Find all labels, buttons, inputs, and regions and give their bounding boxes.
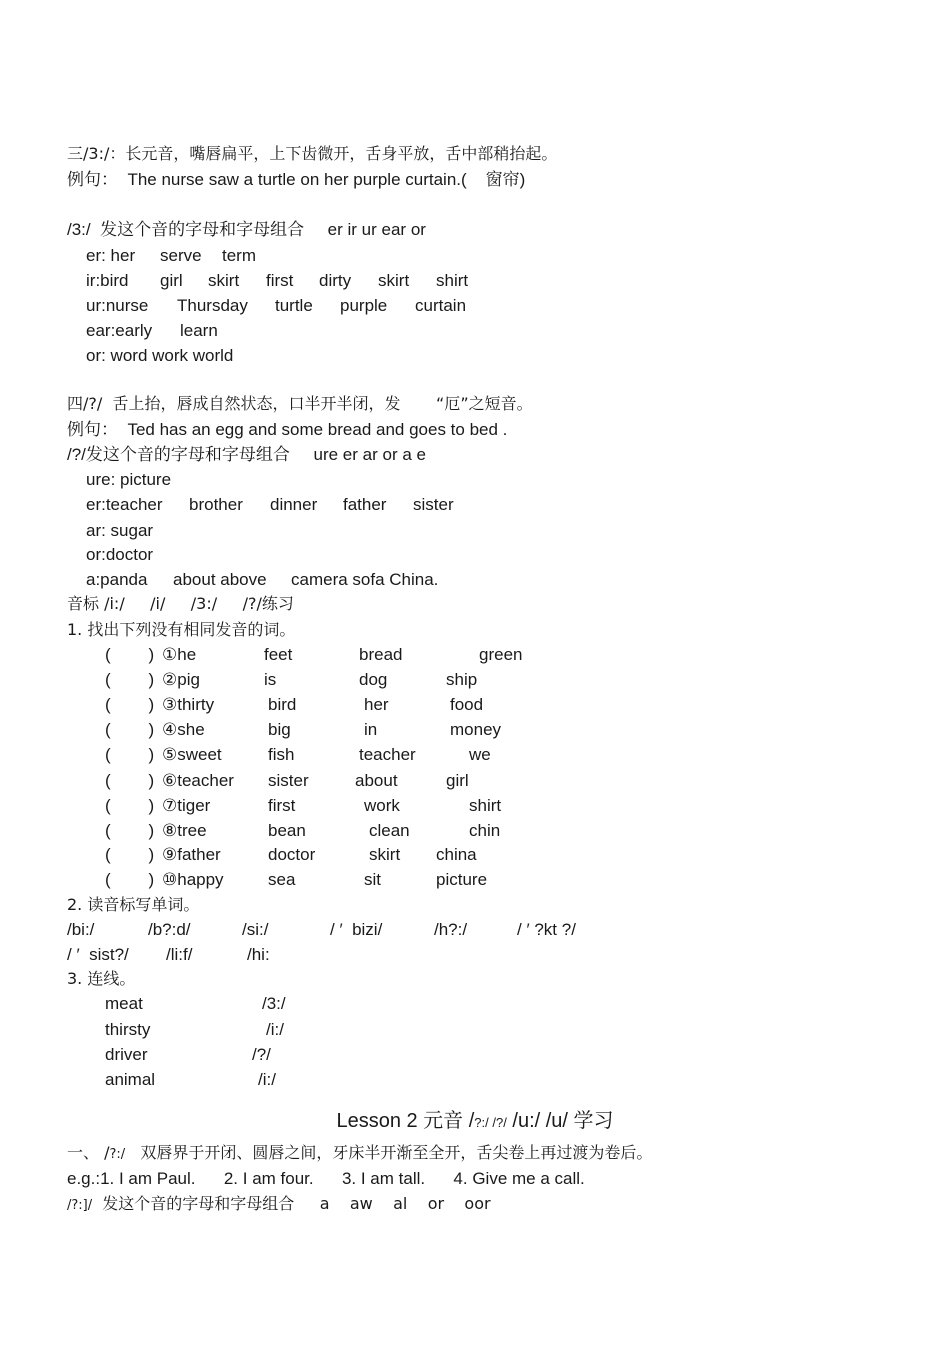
- word: turtle: [275, 296, 313, 315]
- word: bean: [268, 821, 306, 840]
- title-part: Lesson 2 元音 /: [336, 1110, 475, 1132]
- item-word: ⑥teacher: [162, 771, 234, 790]
- section4-heading: 四/?/ 舌上抬，唇成自然状态，口半开半闭，发 “厄”之短音。: [67, 394, 533, 413]
- item-word: ⑨father: [162, 845, 221, 864]
- heading-part: ?:/: [109, 1147, 126, 1162]
- match-word: meat: [105, 994, 143, 1013]
- title-part: /u:/ /u/ 学习: [506, 1110, 614, 1132]
- word: dirty: [319, 271, 352, 290]
- word: purple: [340, 296, 388, 315]
- section4-letters: /?/发这个音的字母和字母组合 ure er ar or a e: [67, 445, 426, 464]
- answer-blank: ( ): [105, 720, 155, 739]
- word: china: [436, 845, 477, 864]
- word: curtain: [415, 296, 467, 315]
- lesson2-letters: [67, 1194, 491, 1216]
- word: ear:early: [86, 321, 153, 340]
- word: big: [268, 720, 291, 739]
- word: girl: [160, 271, 183, 290]
- word: fish: [268, 745, 295, 764]
- word: sister: [268, 771, 309, 790]
- word: a:panda: [86, 570, 148, 589]
- word: Thursday: [177, 296, 248, 315]
- q2-instruction: 2. 读音标写单词。: [67, 895, 200, 914]
- answer-blank: ( ): [105, 695, 155, 714]
- answer-blank: ( ): [105, 771, 155, 790]
- answer-blank: ( ): [105, 845, 155, 864]
- item-word: ⑤sweet: [162, 745, 222, 764]
- section3-heading: 三/3:/：长元音，嘴唇扁平，上下齿微开，舌身平放，舌中部稍抬起。: [67, 144, 558, 163]
- word: sit: [364, 870, 381, 889]
- word: skirt: [378, 271, 410, 290]
- word: sister: [413, 495, 454, 514]
- word: brother: [189, 495, 243, 514]
- phonetic: / ′ sist?/: [67, 945, 129, 964]
- item-word: ②pig: [162, 670, 200, 689]
- lesson2-section1-heading: [67, 1143, 652, 1165]
- answer-blank: ( ): [105, 745, 155, 764]
- word: ir:bird: [86, 271, 129, 290]
- phonetic: /bi:/: [67, 920, 95, 939]
- lesson2-title: [0, 1104, 950, 1133]
- section4-row-or: or:doctor: [86, 545, 154, 564]
- phonetic: /b?:d/: [148, 920, 191, 939]
- match-phonetic: /3:/: [262, 994, 286, 1013]
- match-phonetic: /i:/: [258, 1070, 276, 1089]
- word: skirt: [208, 271, 240, 290]
- word: in: [364, 720, 378, 739]
- word: father: [343, 495, 387, 514]
- word: serve: [160, 246, 202, 265]
- word: ur:nurse: [86, 296, 149, 315]
- item-word: ⑩happy: [162, 870, 224, 889]
- word: work: [364, 796, 400, 815]
- phonetic: /li:f/: [166, 945, 193, 964]
- lesson2-examples: e.g.:1. I am Paul. 2. I am four. 3. I am tall. 4. Give me a call.: [67, 1169, 585, 1188]
- word: bird: [268, 695, 297, 714]
- word: dinner: [270, 495, 318, 514]
- phonetic: /si:/: [242, 920, 269, 939]
- section3-row-or: or: word work world: [86, 346, 234, 365]
- word: girl: [446, 771, 469, 790]
- q3-instruction: 3. 连线。: [67, 969, 136, 988]
- match-word: driver: [105, 1045, 148, 1064]
- letters-part: 发这个音的字母和字母组合 a aw al or oor: [92, 1194, 491, 1213]
- section4-example: 例句： Ted has an egg and some bread and goes to bed .: [67, 420, 508, 439]
- section4-row-ure: ure: picture: [86, 470, 172, 489]
- word: ship: [446, 670, 478, 689]
- heading-part: 一、 /: [67, 1143, 110, 1162]
- word: er: her: [86, 246, 136, 265]
- word: shirt: [436, 271, 469, 290]
- answer-blank: ( ): [105, 821, 155, 840]
- heading-part: 双唇界于开闭、圆唇之间，牙床半开渐至全开，舌尖卷上再过渡为卷后。: [125, 1143, 653, 1162]
- word: is: [264, 670, 277, 689]
- phonetic: /hi:: [247, 945, 270, 964]
- letters-part: /?:]/: [67, 1198, 93, 1213]
- word: money: [450, 720, 502, 739]
- item-word: ①he: [162, 645, 197, 664]
- word: food: [450, 695, 484, 714]
- word: shirt: [469, 796, 502, 815]
- word: first: [266, 271, 294, 290]
- section3-example: 例句： The nurse saw a turtle on her purple curtain.( 窗帘): [67, 170, 526, 189]
- word: clean: [369, 821, 410, 840]
- answer-blank: ( ): [105, 645, 155, 664]
- word: bread: [359, 645, 403, 664]
- answer-blank: ( ): [105, 870, 155, 889]
- match-phonetic: /?/: [252, 1045, 271, 1064]
- item-word: ⑦tiger: [162, 796, 211, 815]
- word: learn: [180, 321, 218, 340]
- section3-letters: /3:/ 发这个音的字母和字母组合 er ir ur ear or: [67, 220, 426, 239]
- word: picture: [436, 870, 488, 889]
- answer-blank: ( ): [105, 670, 155, 689]
- q1-instruction: 1. 找出下列没有相同发音的词。: [67, 620, 296, 639]
- word: feet: [264, 645, 293, 664]
- word: camera sofa China.: [291, 570, 439, 589]
- word: teacher: [359, 745, 416, 764]
- title-part: ?:/ /?/: [474, 1115, 507, 1130]
- word: dog: [359, 670, 388, 689]
- match-word: animal: [105, 1070, 156, 1089]
- word: skirt: [369, 845, 401, 864]
- word: sea: [268, 870, 296, 889]
- item-word: ⑧tree: [162, 821, 207, 840]
- word: green: [479, 645, 523, 664]
- phonetic: / ′ ?kt ?/: [517, 920, 576, 939]
- phonetic: / ′ bizi/: [330, 920, 383, 939]
- word: her: [364, 695, 389, 714]
- match-phonetic: /i:/: [266, 1020, 284, 1039]
- word: about: [355, 771, 398, 790]
- item-word: ③thirty: [162, 695, 215, 714]
- word: term: [222, 246, 256, 265]
- practice-title: 音标 /i:/ /i/ /3:/ /?/练习: [67, 594, 294, 613]
- word: about above: [173, 570, 267, 589]
- match-word: thirsty: [105, 1020, 151, 1039]
- word: er:teacher: [86, 495, 163, 514]
- item-word: ④she: [162, 720, 205, 739]
- phonetic: /h?:/: [434, 920, 468, 939]
- answer-blank: ( ): [105, 796, 155, 815]
- word: chin: [469, 821, 501, 840]
- word: first: [268, 796, 296, 815]
- word: doctor: [268, 845, 316, 864]
- word: we: [469, 745, 491, 764]
- section4-row-ar: ar: sugar: [86, 521, 154, 540]
